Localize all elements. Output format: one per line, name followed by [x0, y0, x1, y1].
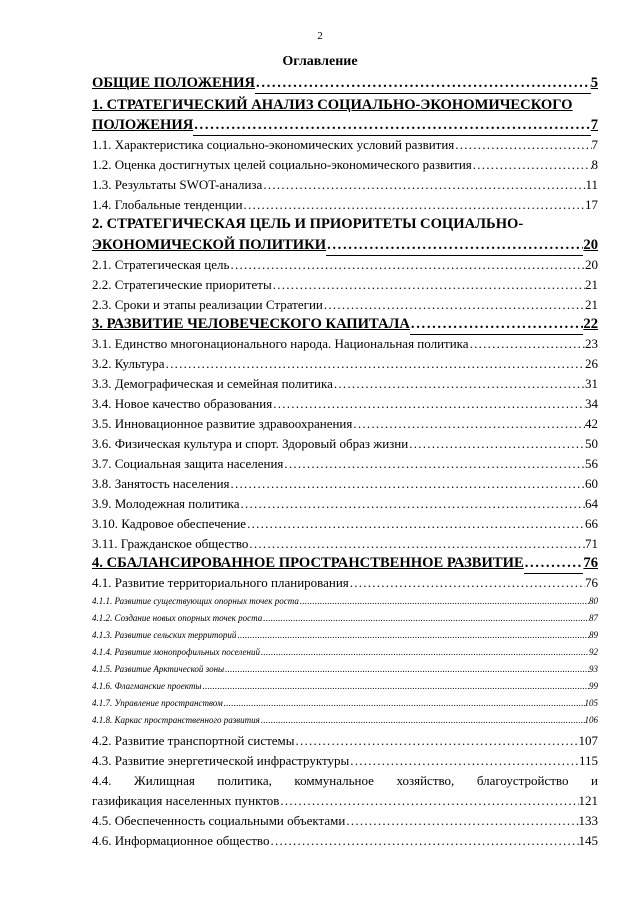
toc-entry[interactable]: 2.1. Стратегическая цель . . . 20 — [92, 255, 598, 275]
toc-entry[interactable]: 2.2. Стратегические приоритеты . . . 21 — [92, 275, 598, 295]
toc-entry[interactable]: 3.8. Занятость населения . . . 60 — [92, 474, 598, 494]
page-number: 2 — [317, 30, 323, 42]
toc-entry[interactable]: 3.1. Единство многонационального народа. Национальная политика . . . 23 — [92, 334, 598, 354]
toc-entry-line1[interactable]: 4.4. Жилищная политика, коммунальное хозяйство, благоустройство и — [92, 773, 598, 788]
toc-entry[interactable]: ЭКОНОМИЧЕСКОЙ ПОЛИТИКИ . . . 20 — [92, 235, 598, 256]
toc-subentry[interactable]: 4.1.4. Развитие монопрофильных поселений . . . 92 — [92, 645, 598, 659]
toc-entry[interactable]: ПОЛОЖЕНИЯ . . . 7 — [92, 115, 598, 136]
toc-entry[interactable]: 4.1. Развитие территориального планирования . . . 76 — [92, 573, 598, 593]
toc-entry[interactable]: 3.2. Культура . . . 26 — [92, 354, 598, 374]
toc-entry[interactable]: 3.11. Гражданское общество . . . 71 — [92, 534, 598, 554]
toc-entry[interactable]: 3.7. Социальная защита населения . . . 56 — [92, 454, 598, 474]
toc-entry[interactable]: 1.3. Результаты SWOT-анализа . . . 11 — [92, 175, 598, 195]
toc-entry[interactable]: 3.3. Демографическая и семейная политика . . . 31 — [92, 374, 598, 394]
toc-entry[interactable]: 1.4. Глобальные тенденции . . . 17 — [92, 195, 598, 215]
toc-subentry[interactable]: 4.1.7. Управление пространством . . . 105 — [92, 696, 598, 710]
toc-entry[interactable]: 3.9. Молодежная политика . . . 64 — [92, 494, 598, 514]
toc-entry[interactable]: ОБЩИЕ ПОЛОЖЕНИЯ . . . 5 — [92, 73, 598, 94]
toc-entry[interactable]: 4.5. Обеспеченность социальными объектами . . . 133 — [92, 811, 598, 831]
toc-entry[interactable]: 4.2. Развитие транспортной системы . . . 107 — [92, 731, 598, 751]
toc-subentry[interactable]: 4.1.1. Развитие существующих опорных точек роста . . . 80 — [92, 594, 598, 608]
toc-entry[interactable]: 1.2. Оценка достигнутых целей социально-экономического развития . . . 8 — [92, 155, 598, 175]
toc-subentry[interactable]: 4.1.6. Флагманские проекты . . . 99 — [92, 679, 598, 693]
toc-entry-line1[interactable]: 1. СТРАТЕГИЧЕСКИЙ АНАЛИЗ СОЦИАЛЬНО-ЭКОНОМИЧЕСКОГО — [92, 97, 573, 113]
toc-entry[interactable]: 1.1. Характеристика социально-экономических условий развития . . . 7 — [92, 135, 598, 155]
toc-entry[interactable]: 3.6. Физическая культура и спорт. Здоровый образ жизни . . . 50 — [92, 434, 598, 454]
toc-entry[interactable]: 4.6. Информационное общество . . . 145 — [92, 831, 598, 851]
toc-title: Оглавление — [282, 54, 358, 69]
toc-entry[interactable]: 3.4. Новое качество образования . . . 34 — [92, 394, 598, 414]
toc-entry[interactable]: 2.3. Сроки и этапы реализации Стратегии . . . 21 — [92, 295, 598, 315]
toc-entry[interactable]: 3. РАЗВИТИЕ ЧЕЛОВЕЧЕСКОГО КАПИТАЛА . . . 22 — [92, 314, 598, 335]
toc-entry[interactable]: газификация населенных пунктов . . . 121 — [92, 791, 598, 811]
toc-subentry[interactable]: 4.1.3. Развитие сельских территорий . . . 89 — [92, 628, 598, 642]
toc-entry[interactable]: 4. СБАЛАНСИРОВАННОЕ ПРОСТРАНСТВЕННОЕ РАЗВИТИЕ . . . 76 — [92, 553, 598, 574]
toc-entry[interactable]: 4.3. Развитие энергетической инфраструктуры . . . 115 — [92, 751, 598, 771]
toc-subentry[interactable]: 4.1.2. Создание новых опорных точек роста . . . 87 — [92, 611, 598, 625]
toc-entry[interactable]: 3.10. Кадровое обеспечение . . . 66 — [92, 514, 598, 534]
toc-entry[interactable]: 3.5. Инновационное развитие здравоохранения . . . 42 — [92, 414, 598, 434]
toc-subentry[interactable]: 4.1.5. Развитие Арктической зоны . . . 93 — [92, 662, 598, 676]
toc-subentry[interactable]: 4.1.8. Каркас пространственного развития . . . 106 — [92, 713, 598, 727]
toc-entry-line1[interactable]: 2. СТРАТЕГИЧЕСКАЯ ЦЕЛЬ И ПРИОРИТЕТЫ СОЦИАЛЬНО- — [92, 216, 524, 232]
